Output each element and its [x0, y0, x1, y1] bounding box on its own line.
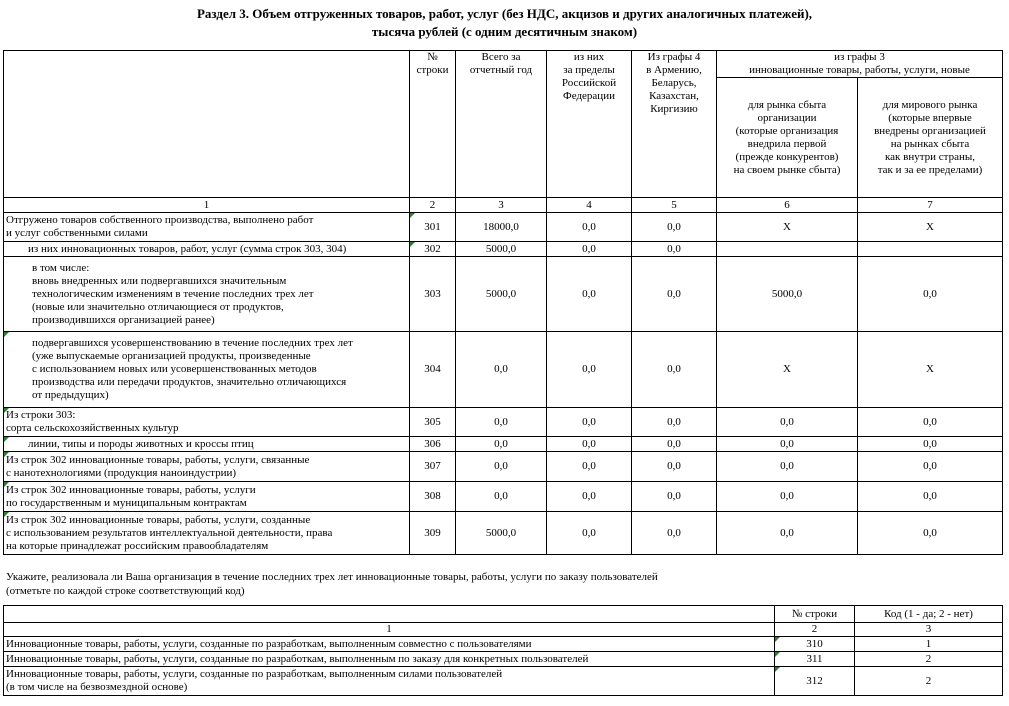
value-cell[interactable]: X	[858, 213, 1003, 242]
table-row	[4, 213, 1003, 242]
value-cell[interactable]	[717, 242, 858, 257]
table-row	[4, 452, 1003, 482]
row-code: 308	[410, 482, 456, 512]
value-cell[interactable]: 0,0	[632, 482, 717, 512]
row-label: из них инновационных товаров, работ, услуг (сумма строк 303, 304)	[4, 242, 410, 257]
answer-code-cell[interactable]: 2	[855, 652, 1003, 667]
value-cell[interactable]: 0,0	[632, 257, 717, 332]
row-code: 310	[775, 637, 855, 652]
value-cell[interactable]: 18000,0	[456, 213, 547, 242]
row-label: Из строк 302 инновационные товары, работы, услуги, связанные с нанотехнологиями (продукция наноиндустрии)	[4, 452, 410, 482]
row-code: 309	[410, 512, 456, 555]
col-number: 5	[632, 198, 717, 213]
value-cell[interactable]: 5000,0	[717, 257, 858, 332]
table-row	[4, 482, 1003, 512]
header-outside-rf: из них за пределы Российской Федерации	[547, 51, 632, 198]
column-number-row	[4, 623, 1003, 637]
value-cell[interactable]: 0,0	[547, 332, 632, 408]
col-number: 1	[4, 198, 410, 213]
value-cell[interactable]: 0,0	[456, 452, 547, 482]
value-cell[interactable]: 0,0	[632, 437, 717, 452]
value-cell[interactable]: 0,0	[456, 332, 547, 408]
row-label: Инновационные товары, работы, услуги, созданные по разработкам, выполненным совместно с пользователями	[4, 637, 775, 652]
row-label: Из строк 302 инновационные товары, работы, услуги, созданные с использованием результатов интеллектуальной деятельности, права на которые принадлежат российским правообладателям	[4, 512, 410, 555]
value-cell[interactable]: 0,0	[456, 437, 547, 452]
value-cell[interactable]: 0,0	[717, 452, 858, 482]
value-cell[interactable]: 0,0	[632, 332, 717, 408]
col-number: 4	[547, 198, 632, 213]
table-row	[4, 242, 1003, 257]
col-number: 3	[855, 623, 1003, 637]
value-cell[interactable]: 0,0	[547, 408, 632, 437]
col-number: 2	[410, 198, 456, 213]
value-cell[interactable]: 0,0	[547, 482, 632, 512]
table-row	[4, 512, 1003, 555]
row-label: Из строки 303: сорта сельскохозяйственных культур	[4, 408, 410, 437]
header-code: Код (1 - да; 2 - нет)	[855, 606, 1003, 623]
table-row	[4, 637, 1003, 652]
section-title: Раздел 3. Объем отгруженных товаров, работ, услуг (без НДС, акцизов и других аналогичных платежей),	[196, 6, 813, 21]
value-cell[interactable]: 0,0	[456, 408, 547, 437]
table-row	[4, 667, 1003, 696]
header-empty-label	[4, 51, 410, 198]
value-cell[interactable]: 5000,0	[456, 257, 547, 332]
header-eaeu: Из графы 4 в Армению, Беларусь, Казахстан, Киргизию	[632, 51, 717, 198]
user-orders-table	[3, 605, 1003, 696]
value-cell[interactable]: 0,0	[547, 512, 632, 555]
header-world-market: для мирового рынка (которые впервые внедрены организацией на рынках сбыта как внутри страны, так и за ее пределами)	[858, 78, 1003, 198]
row-label: подвергавшихся усовершенствованию в течение последних трех лет (уже выпускаемые организацией продукты, произведенные с использованием новых или усовершенствованных методов производства или передачи продуктов, значительно отличающихся от предыдущих)	[4, 332, 410, 408]
value-cell[interactable]: 5000,0	[456, 512, 547, 555]
col-number: 7	[858, 198, 1003, 213]
value-cell[interactable]: 0,0	[717, 408, 858, 437]
value-cell[interactable]: 0,0	[717, 482, 858, 512]
row-code: 305	[410, 408, 456, 437]
value-cell[interactable]: 0,0	[547, 213, 632, 242]
row-code: 301	[410, 213, 456, 242]
value-cell[interactable]: 0,0	[547, 437, 632, 452]
row-code: 303	[410, 257, 456, 332]
value-cell[interactable]: 0,0	[632, 213, 717, 242]
row-code: 311	[775, 652, 855, 667]
shipment-table	[3, 50, 1003, 555]
value-cell[interactable]	[858, 242, 1003, 257]
header-row-number: № строки	[410, 51, 456, 198]
value-cell[interactable]: 0,0	[858, 437, 1003, 452]
value-cell[interactable]: 0,0	[858, 482, 1003, 512]
answer-code-cell[interactable]: 1	[855, 637, 1003, 652]
row-code: 304	[410, 332, 456, 408]
row-code: 302	[410, 242, 456, 257]
col-number: 2	[775, 623, 855, 637]
value-cell[interactable]: 0,0	[717, 437, 858, 452]
value-cell[interactable]: 0,0	[547, 242, 632, 257]
table-row	[4, 652, 1003, 667]
value-cell[interactable]: 0,0	[547, 452, 632, 482]
value-cell[interactable]: 0,0	[632, 408, 717, 437]
header-empty-label	[4, 606, 775, 623]
col-number: 3	[456, 198, 547, 213]
value-cell[interactable]: 0,0	[632, 242, 717, 257]
value-cell[interactable]: 5000,0	[456, 242, 547, 257]
table-row	[4, 408, 1003, 437]
col-number: 6	[717, 198, 858, 213]
header-row-number: № строки	[775, 606, 855, 623]
value-cell[interactable]: 0,0	[456, 482, 547, 512]
table-row	[4, 257, 1003, 332]
row-label: Инновационные товары, работы, услуги, созданные по разработкам, выполненным по заказу для конкретных пользователей	[4, 652, 775, 667]
row-code: 312	[775, 667, 855, 696]
value-cell[interactable]: X	[858, 332, 1003, 408]
value-cell[interactable]: 0,0	[858, 452, 1003, 482]
col-number: 1	[4, 623, 775, 637]
value-cell[interactable]: 0,0	[858, 512, 1003, 555]
row-code: 307	[410, 452, 456, 482]
row-label: Отгружено товаров собственного производства, выполнено работ и услуг собственными силами	[4, 213, 410, 242]
value-cell[interactable]: 0,0	[858, 408, 1003, 437]
value-cell[interactable]: X	[717, 213, 858, 242]
column-number-row	[4, 198, 1003, 213]
table-row	[4, 332, 1003, 408]
row-label: Из строк 302 инновационные товары, работы, услуги по государственным и муниципальным контрактам	[4, 482, 410, 512]
question-text: Укажите, реализовала ли Ваша организация в течение последних трех лет инновационные товары, работы, услуги по заказу пользователей (отметьте по каждой строке соответствующий код)	[6, 571, 658, 597]
row-label: Инновационные товары, работы, услуги, созданные по разработкам, выполненным силами пользователей (в том числе на безвозмездной основе)	[4, 667, 775, 696]
value-cell[interactable]: 0,0	[632, 452, 717, 482]
header-total: Всего за отчетный год	[456, 51, 547, 198]
row-code: 306	[410, 437, 456, 452]
answer-code-cell[interactable]: 2	[855, 667, 1003, 696]
table-row	[4, 437, 1003, 452]
header-org-market: для рынка сбыта организации (которые организация внедрила первой (прежде конкурентов) на своем рынке сбыта)	[717, 78, 858, 198]
value-cell[interactable]: 0,0	[632, 512, 717, 555]
value-cell[interactable]: 0,0	[858, 257, 1003, 332]
section-subtitle: тысяча рублей (с одним десятичным знаком)	[371, 24, 638, 39]
row-label: в том числе: вновь внедренных или подвергавшихся значительным технологическим изменениям в течение последних трех лет (новые или значительно отличающиеся от продуктов, производившихся организацией ранее)	[4, 257, 410, 332]
value-cell[interactable]: 0,0	[547, 257, 632, 332]
header-innovative-group: из графы 3 инновационные товары, работы, услуги, новые	[717, 51, 1003, 78]
value-cell[interactable]: 0,0	[717, 512, 858, 555]
row-label: линии, типы и породы животных и кроссы птиц	[4, 437, 410, 452]
value-cell[interactable]: X	[717, 332, 858, 408]
